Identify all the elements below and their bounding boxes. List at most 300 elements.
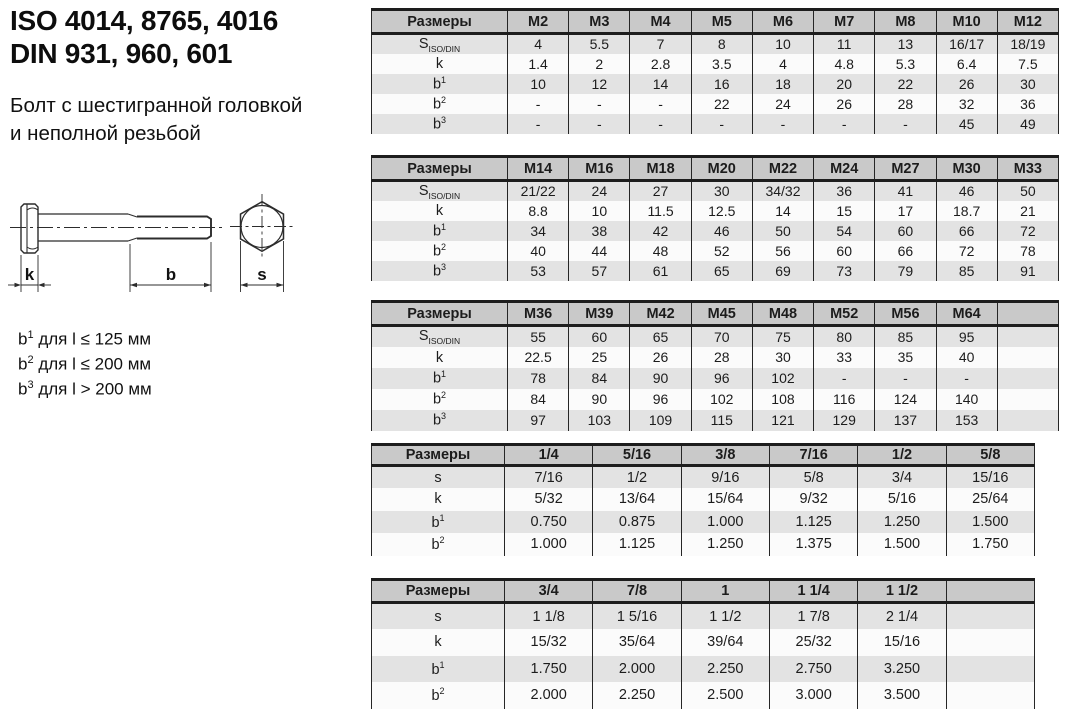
table-row (372, 54, 1059, 74)
size-column-header: 1/4 (505, 445, 593, 466)
value-cell: 26 (936, 74, 997, 94)
value-cell: 2 1/4 (858, 603, 946, 630)
header-row (372, 580, 1035, 603)
empty-cell (946, 603, 1034, 630)
sizes-header-cell: Размеры (372, 302, 508, 326)
value-cell: 124 (875, 389, 936, 410)
value-cell: 66 (875, 241, 936, 261)
value-cell: - (936, 368, 997, 389)
value-cell: 7.5 (997, 54, 1058, 74)
value-cell: 0.875 (593, 511, 681, 534)
header-row (372, 10, 1059, 34)
value-cell: 9/32 (769, 488, 857, 511)
value-cell: 90 (569, 389, 630, 410)
value-cell: 46 (691, 221, 752, 241)
value-cell: 140 (936, 389, 997, 410)
value-cell: 1.4 (508, 54, 569, 74)
size-column-header: 5/16 (593, 445, 681, 466)
value-cell: - (691, 114, 752, 134)
value-cell: 102 (691, 389, 752, 410)
size-column-header (997, 302, 1058, 326)
subtitle-line-1: Болт с шестигранной головкой (10, 94, 303, 117)
value-cell: - (814, 114, 875, 134)
value-cell: 25/64 (946, 488, 1034, 511)
value-cell: 1.750 (946, 533, 1034, 556)
row-label-cell: $b^1$ (372, 656, 505, 683)
size-column-header: 1 1/4 (769, 580, 857, 603)
value-cell: 41 (875, 181, 936, 201)
value-cell: 34/32 (752, 181, 813, 201)
value-cell: 90 (630, 368, 691, 389)
value-cell: 5/32 (505, 488, 593, 511)
size-column-header: M22 (752, 157, 813, 181)
value-cell: 72 (936, 241, 997, 261)
value-cell: 4 (508, 34, 569, 54)
value-cell: 2.8 (630, 54, 691, 74)
size-column-header: 1 1/2 (858, 580, 946, 603)
row-label-cell: $b^3$ (372, 410, 508, 431)
bolt-head-chamfer-bottom (27, 247, 38, 249)
table-row (372, 368, 1059, 389)
bolt-head-chamfer-top (27, 208, 38, 210)
value-cell: 116 (814, 389, 875, 410)
table-row (372, 603, 1035, 630)
row-label-cell: s (372, 466, 505, 489)
table-row (372, 201, 1059, 221)
value-cell: 18.7 (936, 201, 997, 221)
value-cell: 96 (630, 389, 691, 410)
value-cell: 85 (936, 261, 997, 281)
value-cell: 79 (875, 261, 936, 281)
value-cell: 108 (752, 389, 813, 410)
value-cell: 1 7/8 (769, 603, 857, 630)
table-row (372, 511, 1035, 534)
sizes-header-cell: Размеры (372, 445, 505, 466)
value-cell: - (508, 114, 569, 134)
size-column-header: M5 (691, 10, 752, 34)
value-cell: 95 (936, 326, 997, 347)
value-cell: - (508, 94, 569, 114)
sizes-header-cell: Размеры (372, 580, 505, 603)
size-column-header (946, 580, 1034, 603)
value-cell: 34 (508, 221, 569, 241)
value-cell: 7/16 (505, 466, 593, 489)
size-column-header: M20 (691, 157, 752, 181)
empty-cell (946, 629, 1034, 656)
value-cell: 2 (569, 54, 630, 74)
value-cell: 4 (752, 54, 813, 74)
value-cell: 7 (630, 34, 691, 54)
value-cell: 25 (569, 347, 630, 368)
value-cell: 38 (569, 221, 630, 241)
value-cell: 22 (875, 74, 936, 94)
value-cell: - (814, 368, 875, 389)
value-cell: 36 (997, 94, 1058, 114)
size-column-header: 3/4 (505, 580, 593, 603)
table-row (372, 34, 1059, 54)
value-cell: 3.5 (691, 54, 752, 74)
size-column-header: M48 (752, 302, 813, 326)
value-cell: 65 (630, 326, 691, 347)
value-cell: 45 (936, 114, 997, 134)
thread-runout-bottom (128, 238, 137, 241)
value-cell: 75 (752, 326, 813, 347)
value-cell: - (875, 114, 936, 134)
size-column-header: M33 (997, 157, 1058, 181)
size-column-header: M36 (508, 302, 569, 326)
value-cell: 53 (508, 261, 569, 281)
size-column-header: M42 (630, 302, 691, 326)
size-column-header: 3/8 (681, 445, 769, 466)
row-label-cell: k (372, 629, 505, 656)
value-cell: 1.000 (681, 511, 769, 534)
value-cell: 60 (569, 326, 630, 347)
table-row (372, 629, 1035, 656)
value-cell: 96 (691, 368, 752, 389)
row-label-cell: $b^2$ (372, 533, 505, 556)
size-column-header: M64 (936, 302, 997, 326)
row-label-cell: $b^1$ (372, 368, 508, 389)
value-cell: 1 1/2 (681, 603, 769, 630)
value-cell: 40 (936, 347, 997, 368)
value-cell: 1.000 (505, 533, 593, 556)
table-metric-m14-m33 (371, 155, 1059, 281)
value-cell: 78 (508, 368, 569, 389)
dimension-s-label: s (257, 265, 267, 284)
value-cell: 16 (691, 74, 752, 94)
value-cell: 27 (630, 181, 691, 201)
size-column-header: 7/16 (769, 445, 857, 466)
value-cell: 1.375 (769, 533, 857, 556)
value-cell: 121 (752, 410, 813, 431)
value-cell: 50 (752, 221, 813, 241)
value-cell: 30 (752, 347, 813, 368)
size-column-header: M6 (752, 10, 813, 34)
value-cell: 1/2 (593, 466, 681, 489)
value-cell: 1.750 (505, 656, 593, 683)
value-cell: 35/64 (593, 629, 681, 656)
value-cell: 2.250 (593, 682, 681, 709)
empty-cell (997, 389, 1058, 410)
value-cell: 26 (814, 94, 875, 114)
empty-cell (997, 368, 1058, 389)
value-cell: 1.125 (769, 511, 857, 534)
size-column-header: M30 (936, 157, 997, 181)
table-imperial-14-58 (371, 443, 1035, 556)
value-cell: 11.5 (630, 201, 691, 221)
size-column-header: M2 (508, 10, 569, 34)
value-cell: 1.500 (858, 533, 946, 556)
value-cell: 72 (997, 221, 1058, 241)
value-cell: 61 (630, 261, 691, 281)
dimension-b-label: b (165, 265, 177, 284)
value-cell: 56 (752, 241, 813, 261)
row-label-cell: $S_{ISO/DIN}$ (372, 34, 508, 54)
value-cell: - (569, 114, 630, 134)
table-row (372, 74, 1059, 94)
size-column-header: 1/2 (858, 445, 946, 466)
row-label-cell: $b^1$ (372, 74, 508, 94)
row-label-cell: $b^2$ (372, 241, 508, 261)
empty-cell (997, 347, 1058, 368)
value-cell: 8.8 (508, 201, 569, 221)
table-row (372, 261, 1059, 281)
note-b3: $b^3$ для l > 200 мм (18, 379, 152, 399)
table-row (372, 533, 1035, 556)
value-cell: 9/16 (681, 466, 769, 489)
value-cell: 12.5 (691, 201, 752, 221)
value-cell: 22.5 (508, 347, 569, 368)
value-cell: 15/64 (681, 488, 769, 511)
value-cell: 30 (691, 181, 752, 201)
value-cell: 18 (752, 74, 813, 94)
title-din: DIN 931, 960, 601 (10, 38, 233, 69)
value-cell: - (630, 94, 691, 114)
size-column-header: M12 (997, 10, 1058, 34)
value-cell: 28 (875, 94, 936, 114)
value-cell: 1 1/8 (505, 603, 593, 630)
size-column-header: 1 (681, 580, 769, 603)
table-row (372, 221, 1059, 241)
size-column-header: 5/8 (946, 445, 1034, 466)
value-cell: 15/16 (858, 629, 946, 656)
value-cell: 15/32 (505, 629, 593, 656)
value-cell: 52 (691, 241, 752, 261)
thread-runout-top (128, 214, 137, 217)
value-cell: 57 (569, 261, 630, 281)
value-cell: 0.750 (505, 511, 593, 534)
row-label-cell: $b^3$ (372, 261, 508, 281)
size-column-header: M56 (875, 302, 936, 326)
table-row (372, 241, 1059, 261)
value-cell: 115 (691, 410, 752, 431)
header-row (372, 445, 1035, 466)
table-row (372, 466, 1035, 489)
size-column-header: M52 (814, 302, 875, 326)
dimension-b (130, 242, 211, 292)
value-cell: 22 (691, 94, 752, 114)
value-cell: 16/17 (936, 34, 997, 54)
sizes-header-cell: Размеры (372, 157, 508, 181)
row-label-cell: s (372, 603, 505, 630)
table-row (372, 488, 1035, 511)
value-cell: 14 (630, 74, 691, 94)
value-cell: 18/19 (997, 34, 1058, 54)
empty-cell (946, 656, 1034, 683)
value-cell: 65 (691, 261, 752, 281)
value-cell: 84 (569, 368, 630, 389)
value-cell: 70 (691, 326, 752, 347)
value-cell: 36 (814, 181, 875, 201)
subtitle-line-2: и неполной резьбой (10, 122, 201, 145)
value-cell: 11 (814, 34, 875, 54)
note-b1: $b^1$ для l ≤ 125 мм (18, 329, 152, 349)
value-cell: 1.125 (593, 533, 681, 556)
value-cell: 78 (997, 241, 1058, 261)
row-label-cell: $b^1$ (372, 221, 508, 241)
table-row (372, 114, 1059, 134)
row-label-cell: $S_{ISO/DIN}$ (372, 326, 508, 347)
value-cell: 35 (875, 347, 936, 368)
value-cell: 80 (814, 326, 875, 347)
page-title (10, 4, 278, 70)
value-cell: 66 (936, 221, 997, 241)
value-cell: 73 (814, 261, 875, 281)
value-cell: 137 (875, 410, 936, 431)
size-column-header: M16 (569, 157, 630, 181)
row-label-cell: k (372, 488, 505, 511)
size-column-header: M27 (875, 157, 936, 181)
value-cell: 60 (814, 241, 875, 261)
size-column-header: M18 (630, 157, 691, 181)
table-imperial-34-112 (371, 578, 1035, 709)
size-column-header: M24 (814, 157, 875, 181)
empty-cell (997, 326, 1058, 347)
table-row (372, 347, 1059, 368)
hex-end-view (230, 194, 295, 292)
page-subtitle (10, 92, 302, 148)
value-cell: - (630, 114, 691, 134)
value-cell: 2.000 (593, 656, 681, 683)
row-label-cell: $b^2$ (372, 94, 508, 114)
size-column-header: 7/8 (593, 580, 681, 603)
value-cell: 102 (752, 368, 813, 389)
value-cell: 109 (630, 410, 691, 431)
value-cell: 84 (508, 389, 569, 410)
sizes-header-cell: Размеры (372, 10, 508, 34)
value-cell: 15/16 (946, 466, 1034, 489)
size-column-header: M45 (691, 302, 752, 326)
row-label-cell: k (372, 201, 508, 221)
value-cell: - (569, 94, 630, 114)
value-cell: 40 (508, 241, 569, 261)
value-cell: 8 (691, 34, 752, 54)
value-cell: 2.250 (681, 656, 769, 683)
table-row (372, 94, 1059, 114)
table-row (372, 181, 1059, 201)
value-cell: 97 (508, 410, 569, 431)
header-row (372, 302, 1059, 326)
row-label-cell: k (372, 54, 508, 74)
table-metric-m2-m12 (371, 8, 1059, 134)
value-cell: 24 (569, 181, 630, 201)
size-column-header: M7 (814, 10, 875, 34)
size-column-header: M39 (569, 302, 630, 326)
value-cell: 49 (997, 114, 1058, 134)
value-cell: 153 (936, 410, 997, 431)
value-cell: 1 5/16 (593, 603, 681, 630)
value-cell: 4.8 (814, 54, 875, 74)
value-cell: 85 (875, 326, 936, 347)
value-cell: 13/64 (593, 488, 681, 511)
value-cell: 20 (814, 74, 875, 94)
value-cell: 46 (936, 181, 997, 201)
value-cell: 1.250 (681, 533, 769, 556)
value-cell: - (875, 368, 936, 389)
value-cell: 10 (752, 34, 813, 54)
row-label-cell: $b^2$ (372, 389, 508, 410)
value-cell: 103 (569, 410, 630, 431)
table-row (372, 656, 1035, 683)
value-cell: - (752, 114, 813, 134)
row-label-cell: $b^3$ (372, 114, 508, 134)
value-cell: 24 (752, 94, 813, 114)
value-cell: 2.500 (681, 682, 769, 709)
value-cell: 15 (814, 201, 875, 221)
value-cell: 3.000 (769, 682, 857, 709)
dimension-k (8, 255, 51, 292)
value-cell: 3/4 (858, 466, 946, 489)
empty-cell (997, 410, 1058, 431)
value-cell: 2.750 (769, 656, 857, 683)
value-cell: 91 (997, 261, 1058, 281)
header-row (372, 157, 1059, 181)
size-column-header: M3 (569, 10, 630, 34)
size-column-header: M8 (875, 10, 936, 34)
value-cell: 33 (814, 347, 875, 368)
value-cell: 5/8 (769, 466, 857, 489)
row-label-cell: k (372, 347, 508, 368)
value-cell: 42 (630, 221, 691, 241)
bolt-technical-drawing (4, 186, 314, 308)
row-label-cell: $b^1$ (372, 511, 505, 534)
table-row (372, 389, 1059, 410)
size-column-header: M4 (630, 10, 691, 34)
value-cell: 5.3 (875, 54, 936, 74)
bolt-side-view (8, 204, 223, 292)
value-cell: 3.500 (858, 682, 946, 709)
value-cell: 3.250 (858, 656, 946, 683)
bolt-head (21, 204, 38, 253)
value-cell: 44 (569, 241, 630, 261)
value-cell: 26 (630, 347, 691, 368)
value-cell: 5.5 (569, 34, 630, 54)
row-label-cell: $b^2$ (372, 682, 505, 709)
value-cell: 50 (997, 181, 1058, 201)
table-row (372, 326, 1059, 347)
dimension-k-label: k (24, 265, 35, 284)
size-column-header: M14 (508, 157, 569, 181)
value-cell: 54 (814, 221, 875, 241)
empty-cell (946, 682, 1034, 709)
value-cell: 1.250 (858, 511, 946, 534)
value-cell: 129 (814, 410, 875, 431)
size-column-header: M10 (936, 10, 997, 34)
value-cell: 21/22 (508, 181, 569, 201)
value-cell: 13 (875, 34, 936, 54)
value-cell: 30 (997, 74, 1058, 94)
value-cell: 60 (875, 221, 936, 241)
value-cell: 10 (569, 201, 630, 221)
value-cell: 10 (508, 74, 569, 94)
value-cell: 25/32 (769, 629, 857, 656)
row-label-cell: $S_{ISO/DIN}$ (372, 181, 508, 201)
value-cell: 55 (508, 326, 569, 347)
value-cell: 69 (752, 261, 813, 281)
table-row (372, 682, 1035, 709)
value-cell: 1.500 (946, 511, 1034, 534)
table-metric-m36-m64 (371, 300, 1059, 431)
table-row (372, 410, 1059, 431)
value-cell: 12 (569, 74, 630, 94)
value-cell: 39/64 (681, 629, 769, 656)
note-b2: $b^2$ для l ≤ 200 мм (18, 354, 152, 374)
value-cell: 6.4 (936, 54, 997, 74)
value-cell: 2.000 (505, 682, 593, 709)
value-cell: 14 (752, 201, 813, 221)
value-cell: 21 (997, 201, 1058, 221)
value-cell: 28 (691, 347, 752, 368)
